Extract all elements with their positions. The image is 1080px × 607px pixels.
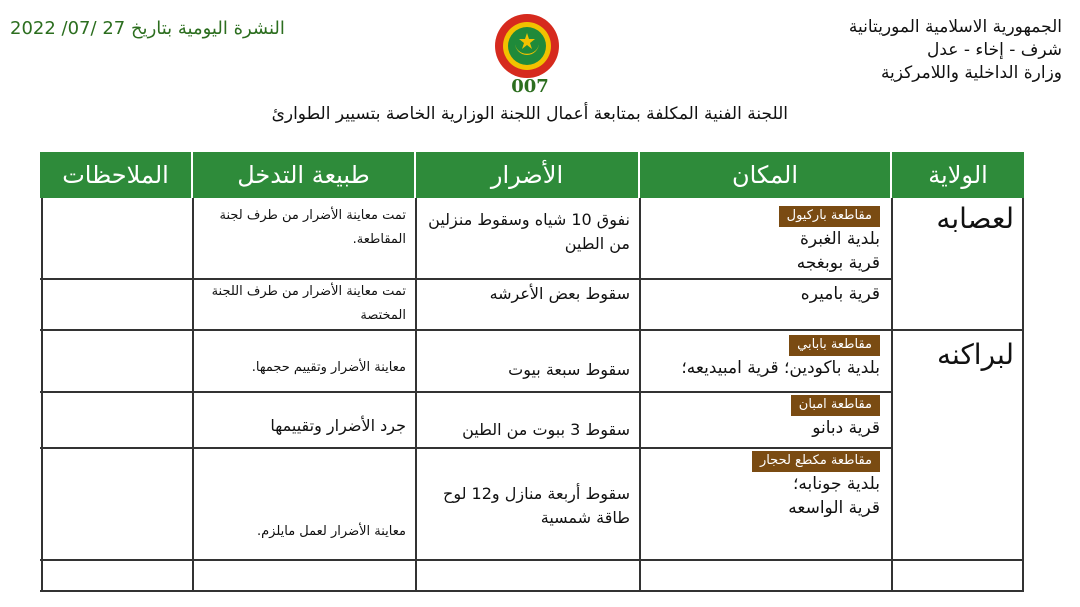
moughataa-tag: مقاطعة امبان [791,395,880,416]
place-cell [648,333,880,380]
grid-line [40,559,1024,561]
intervention-cell: تمت معاينة الأضرار من طرف اللجنة المختصة [211,284,406,323]
place-cell [648,204,880,275]
place-cell [648,282,880,306]
moughataa-tag: مقاطعة مكطع لحجار [752,451,880,472]
bulletin-date: النشرة اليومية بتاريخ 27 /07/ 2022 [10,18,285,39]
damage-cell: سقوط أربعة منازل و12 لوح طاقة شمسية [442,484,630,527]
national-motto: شرف - إخاء - عدل [927,40,1062,60]
moughataa-tag: مقاطعة بابابي [789,335,880,356]
grid-line [40,329,1024,331]
header-damage: الأضرار [416,152,638,198]
header-notes: الملاحظات [40,152,191,198]
intervention-cell: تمت معاينة الأضرار من طرف لجنة المقاطعة. [219,208,406,247]
header-intervention: طبيعة التدخل [193,152,414,198]
damage-cell: نفوق 10 شياه وسقوط منزلين من الطين [428,210,630,253]
grid-line [891,198,893,592]
place-cell [648,449,880,520]
place-line: قرية باميره [800,284,880,304]
damage-cell: سقوط بعض الأعرشه [489,284,630,303]
damage-cell: سقوط 3 ببوت من الطين [462,420,630,439]
ministry-name: وزارة الداخلية واللامركزية [880,63,1062,83]
moughataa-tag: مقاطعة باركيول [779,206,880,227]
header-place: المكان [640,152,890,198]
grid-line [40,278,892,280]
grid-line [41,198,43,592]
grid-line [415,198,417,592]
place-line: قرية بوبغجه [796,253,880,273]
damage-table [40,152,1024,592]
grid-line [192,198,194,592]
intervention-cell: معاينة الأضرار لعمل مايلزم. [256,524,406,539]
ministry-header [742,16,1062,85]
header-wilaya: الولاية [892,152,1024,198]
place-line: بلدية باكودين؛ قرية امبيديعه؛ [681,358,880,378]
grid-line [639,198,641,592]
wilaya-cell: لبراكنه [937,338,1014,371]
bulletin-number: 007 [511,76,549,97]
national-emblem-icon [494,13,560,79]
intervention-cell: جرد الأضرار وتقييمها [270,416,406,435]
place-line: بلدية الغبرة [799,229,880,249]
place-line: بلدية جونابه؛ [793,474,880,494]
grid-line [1022,198,1024,592]
place-line: قرية الواسعه [788,498,880,518]
wilaya-cell: لعصابه [936,202,1014,235]
grid-line [40,590,1024,592]
committee-subtitle: اللجنة الفنية المكلفة بمتابعة أعمال اللجنة الوزارية الخاصة بتسيير الطوارئ [271,104,788,124]
damage-cell: سقوط سبعة بيوت [508,360,630,379]
country-name: الجمهورية الاسلامية الموريتانية [848,17,1062,37]
place-cell [648,393,880,440]
place-line: قرية دبانو [812,418,880,438]
intervention-cell: معاينة الأضرار وتقييم حجمها. [251,360,406,375]
